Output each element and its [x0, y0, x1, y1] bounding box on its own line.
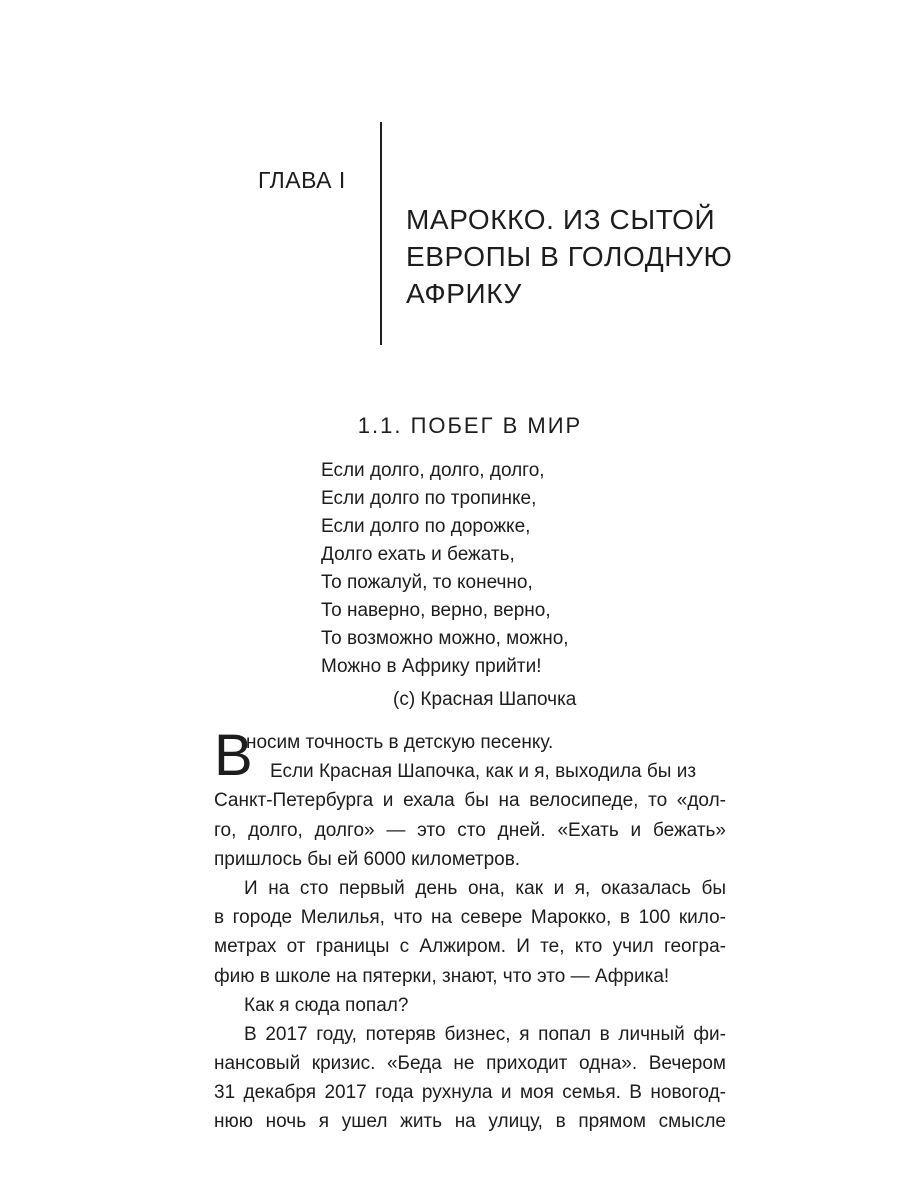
chapter-title-line: МАРОККО. ИЗ СЫТОЙ [406, 204, 716, 235]
body-line: нюю ночь я ушел жить на улицу, в прямом смысле [214, 1111, 726, 1133]
epigraph-line: Долго ехать и бежать, [321, 544, 515, 565]
body-line: Как я сюда попал? [244, 994, 409, 1016]
epigraph [321, 457, 569, 681]
epigraph-line: Если долго по дорожке, [321, 516, 531, 537]
body-line: фию в школе на пятерки, знают, что это — Африка! [214, 965, 670, 987]
epigraph-line: Если долго по тропинке, [321, 488, 537, 509]
epigraph-line: Можно в Африку прийти! [321, 656, 542, 677]
chapter-divider [380, 122, 382, 345]
epigraph-source: (с) Красная Шапочка [393, 689, 577, 710]
epigraph-line: То пожалуй, то конечно, [321, 572, 533, 593]
chapter-title-line: АФРИКУ [406, 278, 522, 309]
chapter-label: ГЛАВА I [258, 167, 346, 193]
body-line: в городе Мелилья, что на севере Марокко, в 100 кило- [214, 907, 726, 929]
body-line: нансовый кризис. «Беда не приходит одна». Вечером [214, 1053, 726, 1075]
body-line: И на сто первый день она, как и я, оказалась бы [244, 877, 726, 899]
epigraph-line: То возможно можно, можно, [321, 628, 569, 649]
body-text [214, 723, 726, 1137]
epigraph-line: Если долго, долго, долго, [321, 460, 545, 481]
epigraph-line: То наверно, верно, верно, [321, 600, 551, 621]
chapter-title-line: ЕВРОПЫ В ГОЛОДНУЮ [406, 241, 733, 272]
body-line: 31 декабря 2017 года рухнула и моя семья. В новогод- [214, 1082, 726, 1104]
body-line: го, долго, долго» — это сто дней. «Ехать и бежать» [214, 819, 726, 841]
body-line-text: носим точность в детскую песенку. [246, 732, 554, 753]
body-line: пришлось бы ей 6000 километров. [214, 848, 521, 870]
section-title: 1.1. ПОБЕГ В МИР [357, 413, 583, 438]
body-line: Санкт-Петербурга и ехала бы на велосипеде, то «дол- [214, 790, 726, 812]
body-line: В 2017 году, потеряв бизнес, я попал в личный фи- [244, 1023, 726, 1045]
chapter-title [406, 201, 886, 312]
body-line: метрах от границы с Алжиром. И те, кто учил геогра- [214, 936, 726, 958]
drop-cap: В [214, 723, 253, 788]
body-line: Если Красная Шапочка, как и я, выходила бы из [270, 761, 697, 783]
